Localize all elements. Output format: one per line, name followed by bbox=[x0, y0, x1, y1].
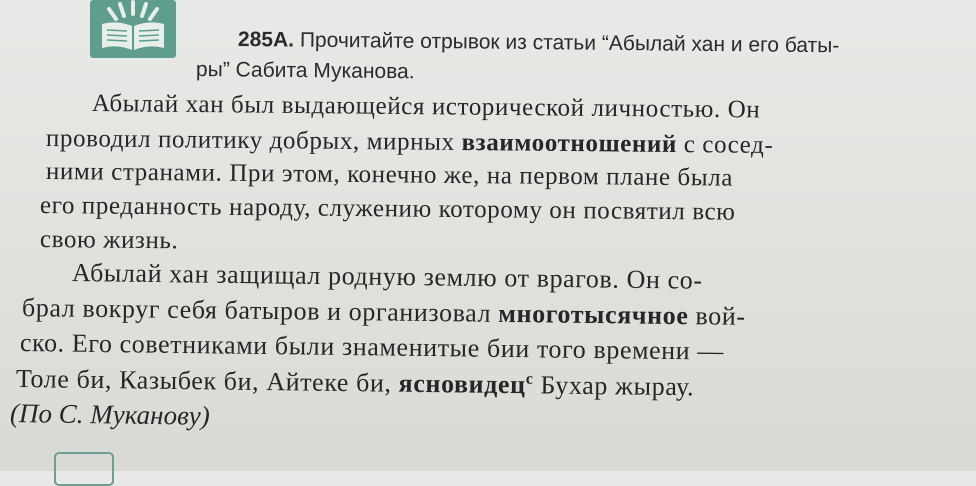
text-run: Бухар жырау. bbox=[533, 370, 695, 402]
exercise-number: 285А. bbox=[237, 28, 295, 52]
paragraph-2-line-4 bbox=[16, 364, 695, 402]
answer-frame bbox=[54, 452, 114, 486]
bold-word: взаимоотношений bbox=[461, 128, 678, 159]
paragraph-2-line-3: ско. Его советниками были знаменитые бии того времени — bbox=[19, 328, 725, 366]
exercise-header bbox=[0, 0, 976, 90]
paragraph-2-line-1: Абылай хан защищал родную землю от врагов. Он со- bbox=[71, 258, 703, 295]
text-run: брал вокруг себя батыров и организовал bbox=[21, 293, 499, 328]
paragraph-1-line-5: свою жизнь. bbox=[39, 226, 179, 255]
exercise-instruction-line-2: ры” Сабита Муканова. bbox=[195, 58, 415, 84]
text-run: с сосед- bbox=[676, 131, 774, 159]
bold-word: многотысячное bbox=[498, 298, 689, 331]
text-run: проводил политику добрых, мирных bbox=[45, 125, 462, 156]
citation: (По С. Муканову) bbox=[9, 398, 210, 431]
exercise-instruction-text: Прочитайте отрывок из статьи “Абылай хан и его баты- bbox=[299, 28, 840, 58]
exercise-instruction-line-1 bbox=[238, 28, 840, 58]
paragraph-1-line-1: Абылай хан был выдающейся исторической личностью. Он bbox=[91, 90, 761, 124]
paragraph-1-line-2 bbox=[46, 125, 774, 160]
text-run: Толе би, Казыбек би, Айтеке би, bbox=[15, 364, 399, 398]
paragraph-1-line-3: ними странами. При этом, конечно же, на первом плане была bbox=[45, 158, 734, 192]
open-book-icon bbox=[82, 0, 180, 60]
paragraph-2-line-2 bbox=[22, 293, 746, 332]
paragraph-1-line-4: его преданность народу, служению которому он посвятил всю bbox=[39, 192, 736, 226]
text-run: вой- bbox=[688, 301, 746, 331]
bold-word: ясновидец bbox=[398, 368, 526, 400]
footnote-marker: с bbox=[525, 370, 534, 388]
